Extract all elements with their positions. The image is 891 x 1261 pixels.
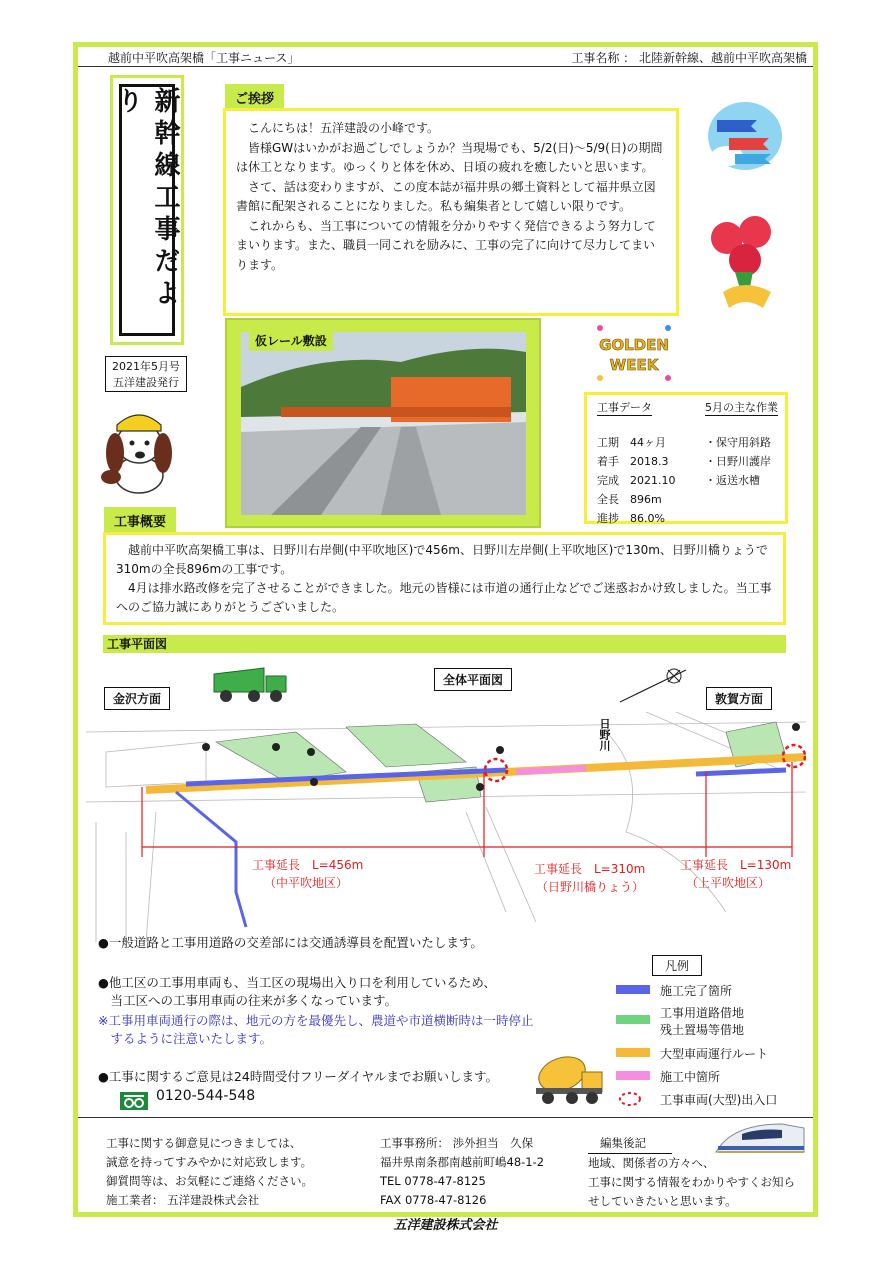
footer-line: 御質問等は、お気軽にご連絡ください。 xyxy=(106,1174,313,1188)
north-arrow-icon xyxy=(616,666,690,706)
carnation-icon xyxy=(705,212,783,310)
overview-tag: 工事概要 xyxy=(104,507,176,534)
note-other-vehicles-2: 当工区への工事用車両の往来が多くなっています。 xyxy=(98,993,398,1008)
note-other-vehicles-1: ●他工区の工事用車両も、当工区の現場出入り口を利用しているため、 xyxy=(98,975,496,990)
data-key: 進捗 xyxy=(597,512,619,525)
main-works-list xyxy=(705,433,771,490)
mascot-dog-icon xyxy=(97,405,179,497)
data-value: 2021.10 xyxy=(630,474,676,487)
footer-line: 工事事務所： 渉外担当 久保 xyxy=(380,1136,534,1150)
footer-divider xyxy=(78,1117,813,1118)
legend-swatch xyxy=(616,985,650,994)
data-key: 全長 xyxy=(597,493,619,506)
footer-line: 誠意を持ってすみやかに対応致します。 xyxy=(106,1155,313,1169)
header-bar xyxy=(78,47,813,67)
mixer-truck-icon xyxy=(532,1050,608,1106)
note-caution-1: ※工事用車両通行の際は、地元の方を最優先し、農道や市道横断時は一時停止 xyxy=(98,1013,534,1028)
data-rows xyxy=(597,433,676,528)
work-item: ・保守用斜路 xyxy=(705,436,771,449)
title-box xyxy=(110,75,184,345)
extension-456: 工事延長 L=456m xyxy=(252,858,364,872)
footer-contact-col xyxy=(106,1134,313,1210)
construction-plan-map xyxy=(86,712,806,942)
extension-130: 工事延長 L=130m xyxy=(680,858,792,872)
data-value: 86.0% xyxy=(630,512,665,525)
greeting-tag: ご挨拶 xyxy=(225,84,284,111)
extension-456-area: （中平吹地区） xyxy=(264,876,349,890)
work-item: ・日野川護岸 xyxy=(705,455,771,468)
newsletter-name: 越前中平吹高架橋「工事ニュース」 xyxy=(108,51,300,65)
legend-item-leased-land xyxy=(616,1005,777,1039)
legend-title: 凡例 xyxy=(652,955,702,976)
extension-310: 工事延長 L=310m xyxy=(534,862,646,876)
overview-p1: 越前中平吹高架橋工事は、日野川右岸側(中平吹地区)で456m、日野川左岸側(上平吹地区)で130m、日野川橋りょうで310mの全長896mの工事です。 xyxy=(116,543,768,576)
entrance-circle-icon xyxy=(616,1091,650,1107)
legend-swatch xyxy=(616,1015,650,1024)
greeting-p3: さて、話は変わりますが、この度本誌が福井県の郷土資料として福井県立図書館に配架されることになりました。私も編集者として嬉しい限りです。 xyxy=(236,179,656,213)
work-item: ・返送水槽 xyxy=(705,474,760,487)
data-title: 工事データ xyxy=(597,401,652,414)
issue-publisher: 五洋建設発行 xyxy=(113,376,179,389)
legend-label: 工事車両(大型)出入口 xyxy=(660,1093,778,1107)
legend-item-in-progress xyxy=(616,1068,777,1085)
note-free-dial: ●工事に関するご意見は24時間受付フリーダイヤルまでお願いします。 xyxy=(98,1069,498,1084)
legend xyxy=(616,982,777,1114)
overview-p2: 4月は排水路改修を完了させることができました。地元の皆様には市道の通行止などでご迷惑おかけ致しました。当工事へのご協力誠にありがとうございました。 xyxy=(116,581,772,614)
overall-plan-label: 全体平面図 xyxy=(434,668,512,691)
greeting-p4: これからも、当工事についての情報を分かりやすく発信できるよう努力してまいります。また、職員一同これを励みに、工事の完了に向けて尽力してまいります。 xyxy=(236,218,656,272)
photo-box xyxy=(225,318,541,528)
shinkansen-icon xyxy=(712,1118,808,1162)
data-value: 896m xyxy=(630,493,662,506)
free-dial-icon xyxy=(120,1092,148,1110)
legend-item-completed xyxy=(616,982,777,999)
golden-week-icon xyxy=(590,320,678,386)
footer-line: 施工業者： 五洋建設株式会社 xyxy=(106,1193,260,1207)
footer-office-col xyxy=(380,1134,544,1210)
rail-photo xyxy=(241,332,526,515)
data-key: 工期 xyxy=(597,436,619,449)
footer-line: TEL 0778-47-8125 xyxy=(380,1174,486,1188)
data-value: 44ヶ月 xyxy=(630,436,666,449)
issue-box xyxy=(105,356,187,392)
issue-date: 2021年5月号 xyxy=(112,360,180,373)
legend-label: 大型車両運行ルート xyxy=(660,1047,769,1061)
data-key: 着手 xyxy=(597,455,619,468)
free-dial-number: 0120-544-548 xyxy=(156,1088,256,1104)
footer-line: 工事に関する御意見につきましては、 xyxy=(106,1136,302,1150)
legend-label: 施工完了箇所 xyxy=(660,984,733,998)
koinobori-icon xyxy=(707,100,783,172)
footer-line: FAX 0778-47-8126 xyxy=(380,1193,487,1207)
editor-note-title: 編集後記 xyxy=(588,1134,672,1154)
dump-truck-icon xyxy=(212,666,290,706)
footer-line: 地域、関係者の方々へ、 xyxy=(588,1156,715,1170)
data-value: 2018.3 xyxy=(630,455,669,468)
footer-line: 工事に関する情報をわかりやすくお知ら xyxy=(588,1175,795,1189)
legend-swatch xyxy=(616,1048,650,1057)
note-traffic-guard: ●一般道路と工事用道路の交差部には交通誘導員を配置いたします。 xyxy=(98,935,483,950)
greeting-p1: こんにちは！五洋建設の小峰です。 xyxy=(236,121,440,135)
footer-line: 福井県南条郡南越前町嶋48-1-2 xyxy=(380,1155,545,1169)
greeting-box xyxy=(223,108,679,316)
project-name: 工事名称 ： 北陸新幹線、越前中平吹高架橋 xyxy=(571,51,807,65)
legend-item-heavy-route xyxy=(616,1045,777,1062)
note-caution-2: するように注意いたします。 xyxy=(98,1031,273,1046)
river-label: 日野川 xyxy=(598,718,611,751)
svg-text:GOLDEN: GOLDEN xyxy=(599,336,669,354)
project-data-box xyxy=(584,392,788,524)
overview-box xyxy=(103,532,786,625)
legend-item-entrance xyxy=(616,1091,777,1108)
tsuruga-direction-label: 敦賀方面 xyxy=(706,687,772,710)
legend-label: 施工中箇所 xyxy=(660,1070,721,1084)
data-key: 完成 xyxy=(597,474,619,487)
photo-label: 仮レール敷設 xyxy=(249,330,333,351)
greeting-p2: 皆様GWはいかがお過ごしでしょうか？当現場でも、5/2(日)～5/9(日)の期間は休工となります。ゆっくりと体を休め、日頃の疲れを癒したいと思います。 xyxy=(236,140,663,174)
company-name: 五洋建設株式会社 xyxy=(393,1218,498,1233)
legend-swatch xyxy=(616,1071,650,1080)
legend-label: 工事用道路借地 残土置場等借地 xyxy=(660,1006,745,1037)
kanazawa-direction-label: 金沢方面 xyxy=(104,687,170,710)
main-work-title: 5月の主な作業 xyxy=(705,401,778,414)
svg-text:WEEK: WEEK xyxy=(609,356,659,374)
plan-section-bar: 工事平面図 xyxy=(103,635,786,653)
extension-310-area: （日野川橋りょう） xyxy=(536,880,645,894)
page-title: 新幹線工事だより xyxy=(113,87,180,311)
footer-line: せしていきたいと思います。 xyxy=(588,1194,737,1208)
extension-130-area: （上平吹地区） xyxy=(686,876,771,890)
